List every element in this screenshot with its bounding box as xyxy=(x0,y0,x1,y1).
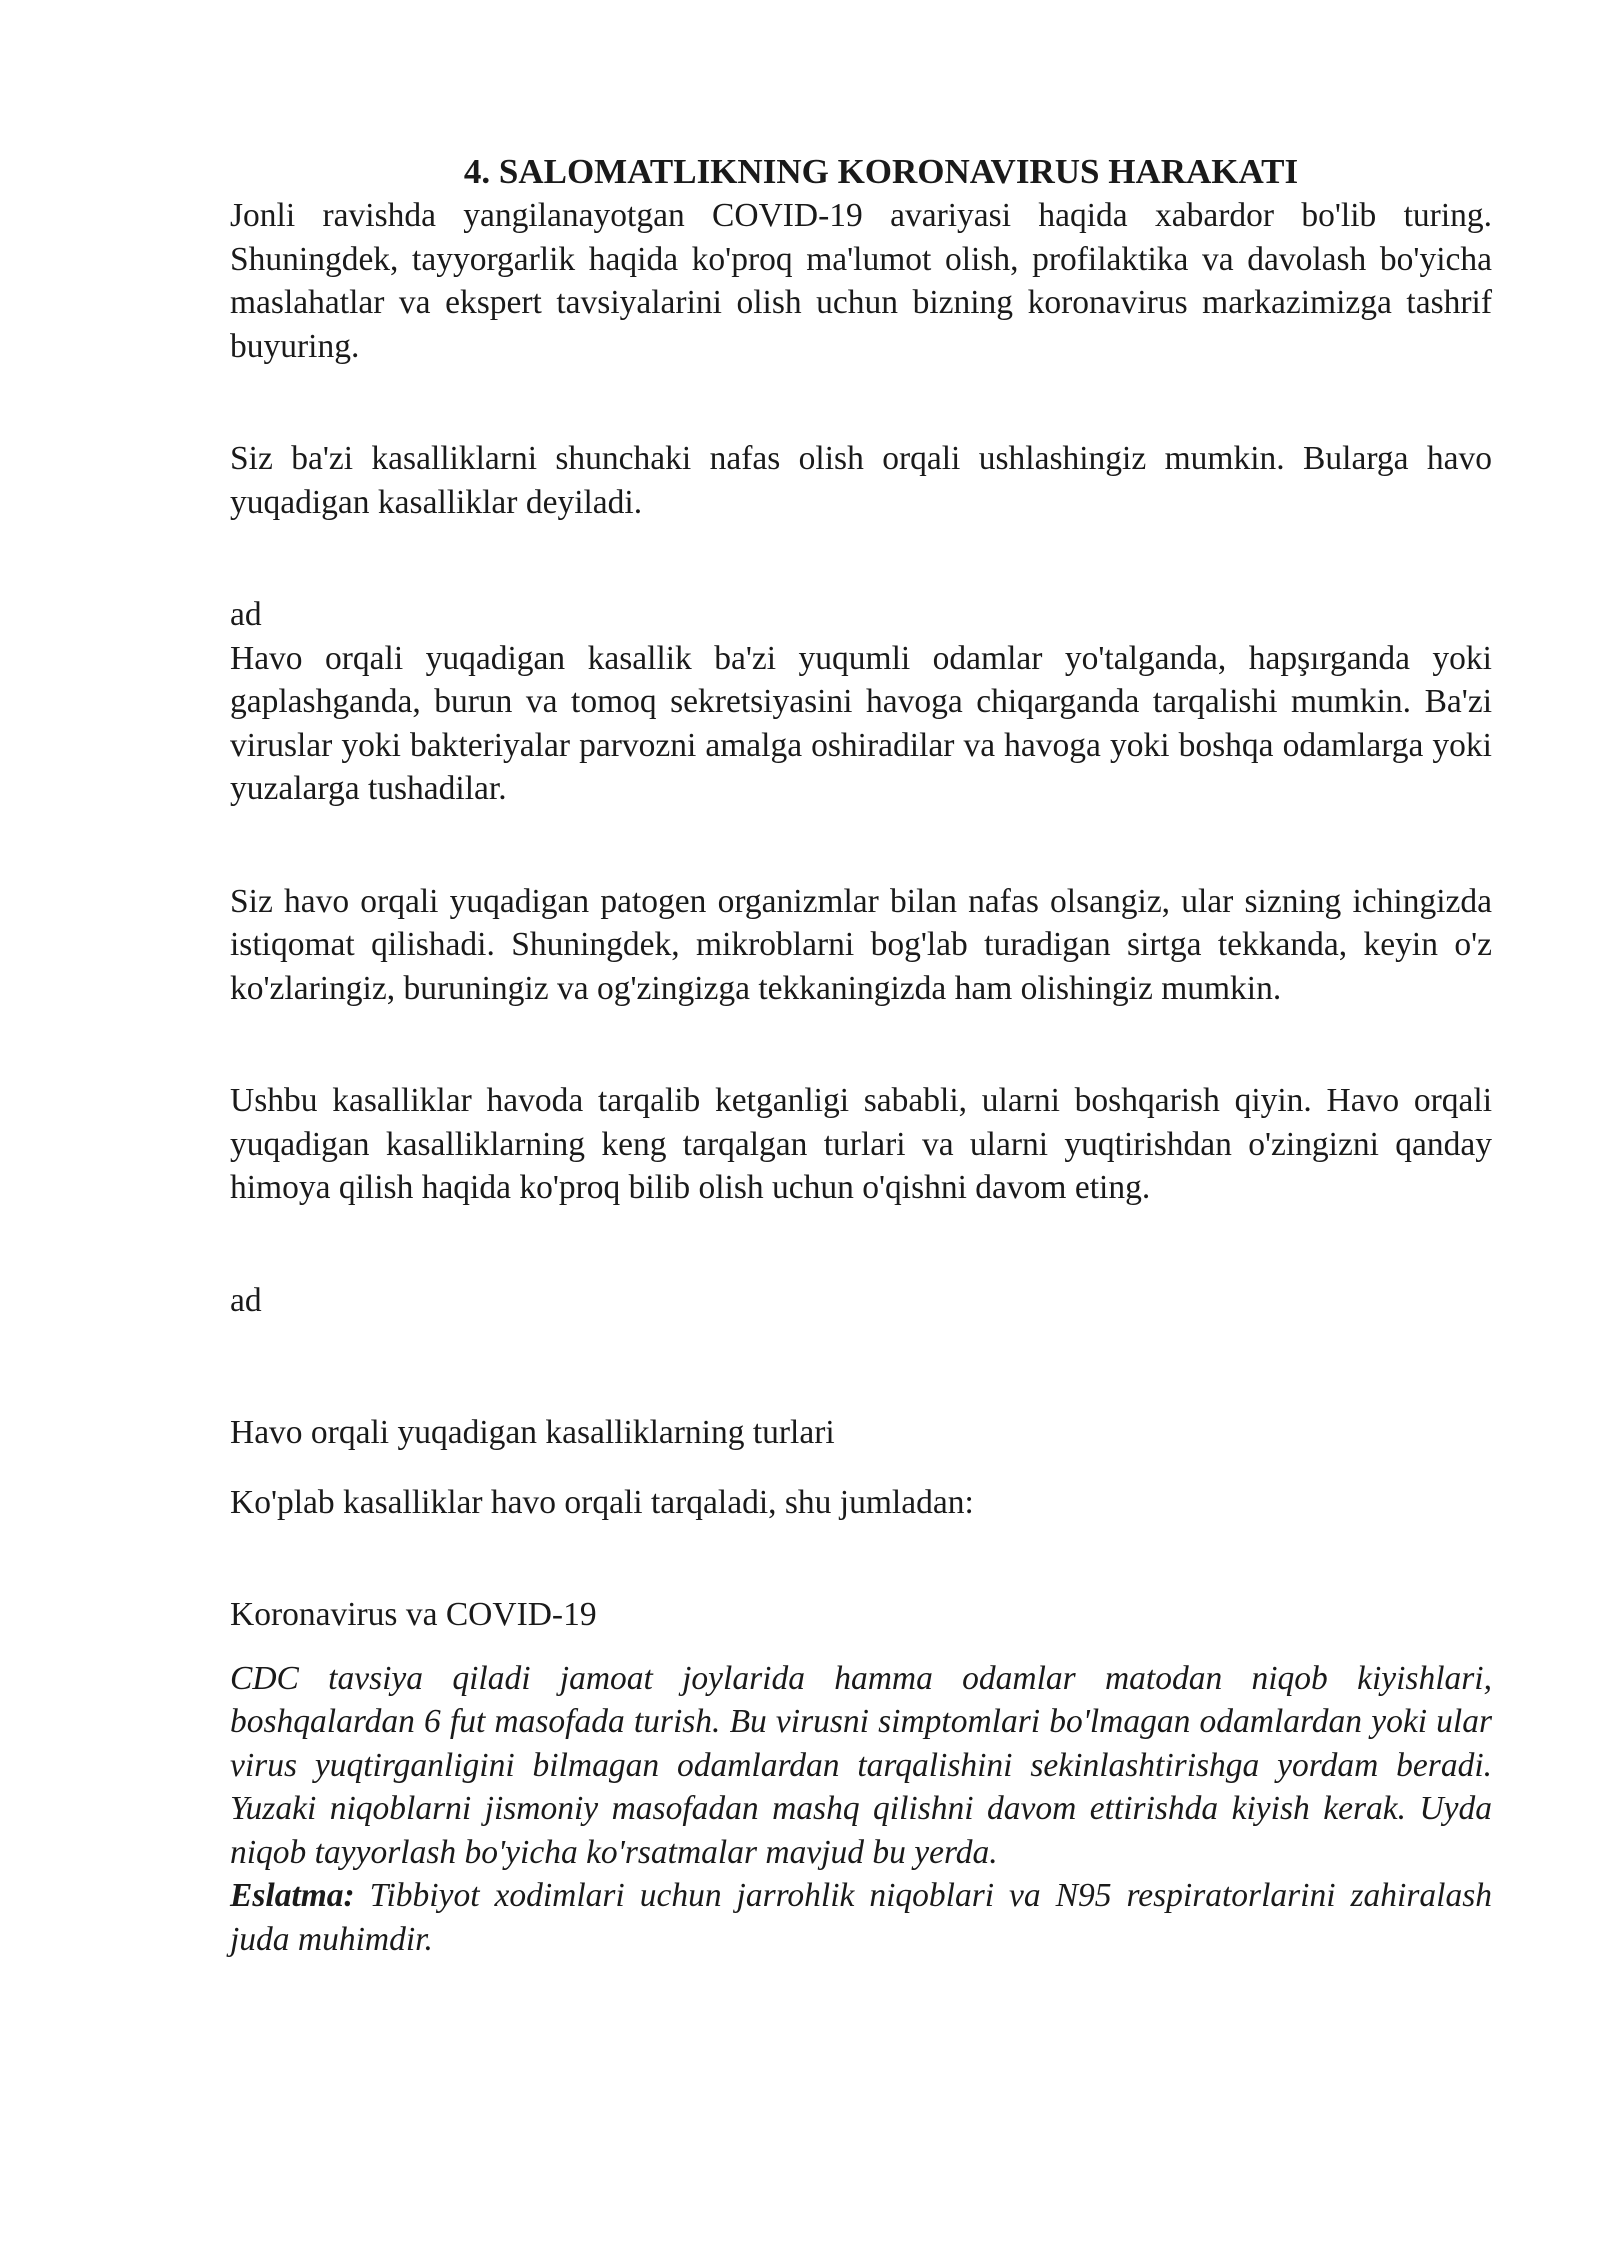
note-label: Eslatma: xyxy=(230,1877,355,1914)
cdc-recommendation-paragraph: CDC tavsiya qiladi jamoat joylarida hamma odamlar matodan niqob kiyishlari, boshqalardan 6 fut masofada turish. Bu virusni simptomlari bo'lmagan odamlardan yoki ular virus yuqtirganligini bilmagan odamlardan tarqalishini sekinlashtirishga yordam beradi. Yuzaki niqoblarni jismoniy masofadan mashq qilishni davom ettirishda kiyish kerak. Uyda niqob tayyorlash bo'yicha ko'rsatmalar mavjud bu yerda. xyxy=(230,1659,1492,1871)
document-title: 4. SALOMATLIKNING KORONAVIRUS HARAKATI xyxy=(463,152,1299,191)
ad-label: ad xyxy=(230,596,262,633)
document-page xyxy=(230,150,1492,1961)
control-paragraph: Ushbu kasalliklar havoda tarqalib ketganligi sababli, ularni boshqarish qiyin. Havo orqali yuqadigan kasalliklarning keng tarqalgan turlari va ularni yuqtirishdan o'zingizni qanday himoya qilish haqida ko'proq bilib olish uchun o'qishni davom eting. xyxy=(230,1082,1492,1206)
note-paragraph xyxy=(230,1874,1492,1961)
ad-label: ad xyxy=(230,1281,262,1319)
intro-paragraph: Jonli ravishda yangilanayotgan COVID-19 avariyasi haqida xabardor bo'lib turing. Shuningdek, tayyorgarlik haqida ko'proq ma'lumot olish, profilaktika va davolash bo'yicha maslahatlar va ekspert tavsiyalarini olish uchun bizning koronavirus markazimizga tashrif buyuring. xyxy=(230,197,1492,365)
types-intro-text: Ko'plab kasalliklar havo orqali tarqaladi, shu jumladan: xyxy=(230,1483,974,1521)
spread-paragraph: Havo orqali yuqadigan kasallik ba'zi yuqumli odamlar yo'talganda, hapşırganda yoki gaplashganda, burun va tomoq sekretsiyasini havoga chiqarganda tarqalishi mumkin. Ba'zi viruslar yoki bakteriyalar parvozni amalga oshiradilar va havoga yoki boshqa odamlarga yoki yuzalarga tushadilar. xyxy=(230,639,1492,807)
airborne-paragraph: Siz ba'zi kasalliklarni shunchaki nafas olish orqali ushlashingiz mumkin. Bularga havo yuqadigan kasalliklar deyiladi. xyxy=(230,440,1492,521)
note-text: Tibbiyot xodimlari uchun jarrohlik niqoblari va N95 respiratorlarini zahiralash juda muhimdir. xyxy=(230,1877,1492,1958)
breathe-paragraph: Siz havo orqali yuqadigan patogen organizmlar bilan nafas olsangiz, ular sizning ichingizda istiqomat qilishadi. Shuningdek, mikroblarni bog'lab turadigan sirtga tekkanda, keyin o'z ko'zlaringiz, buruningiz va og'zingizga tekkaningizda ham olishingiz mumkin. xyxy=(230,882,1492,1007)
subsection-heading-covid: Koronavirus va COVID-19 xyxy=(230,1596,597,1633)
section-heading-types: Havo orqali yuqadigan kasalliklarning turlari xyxy=(230,1414,835,1451)
